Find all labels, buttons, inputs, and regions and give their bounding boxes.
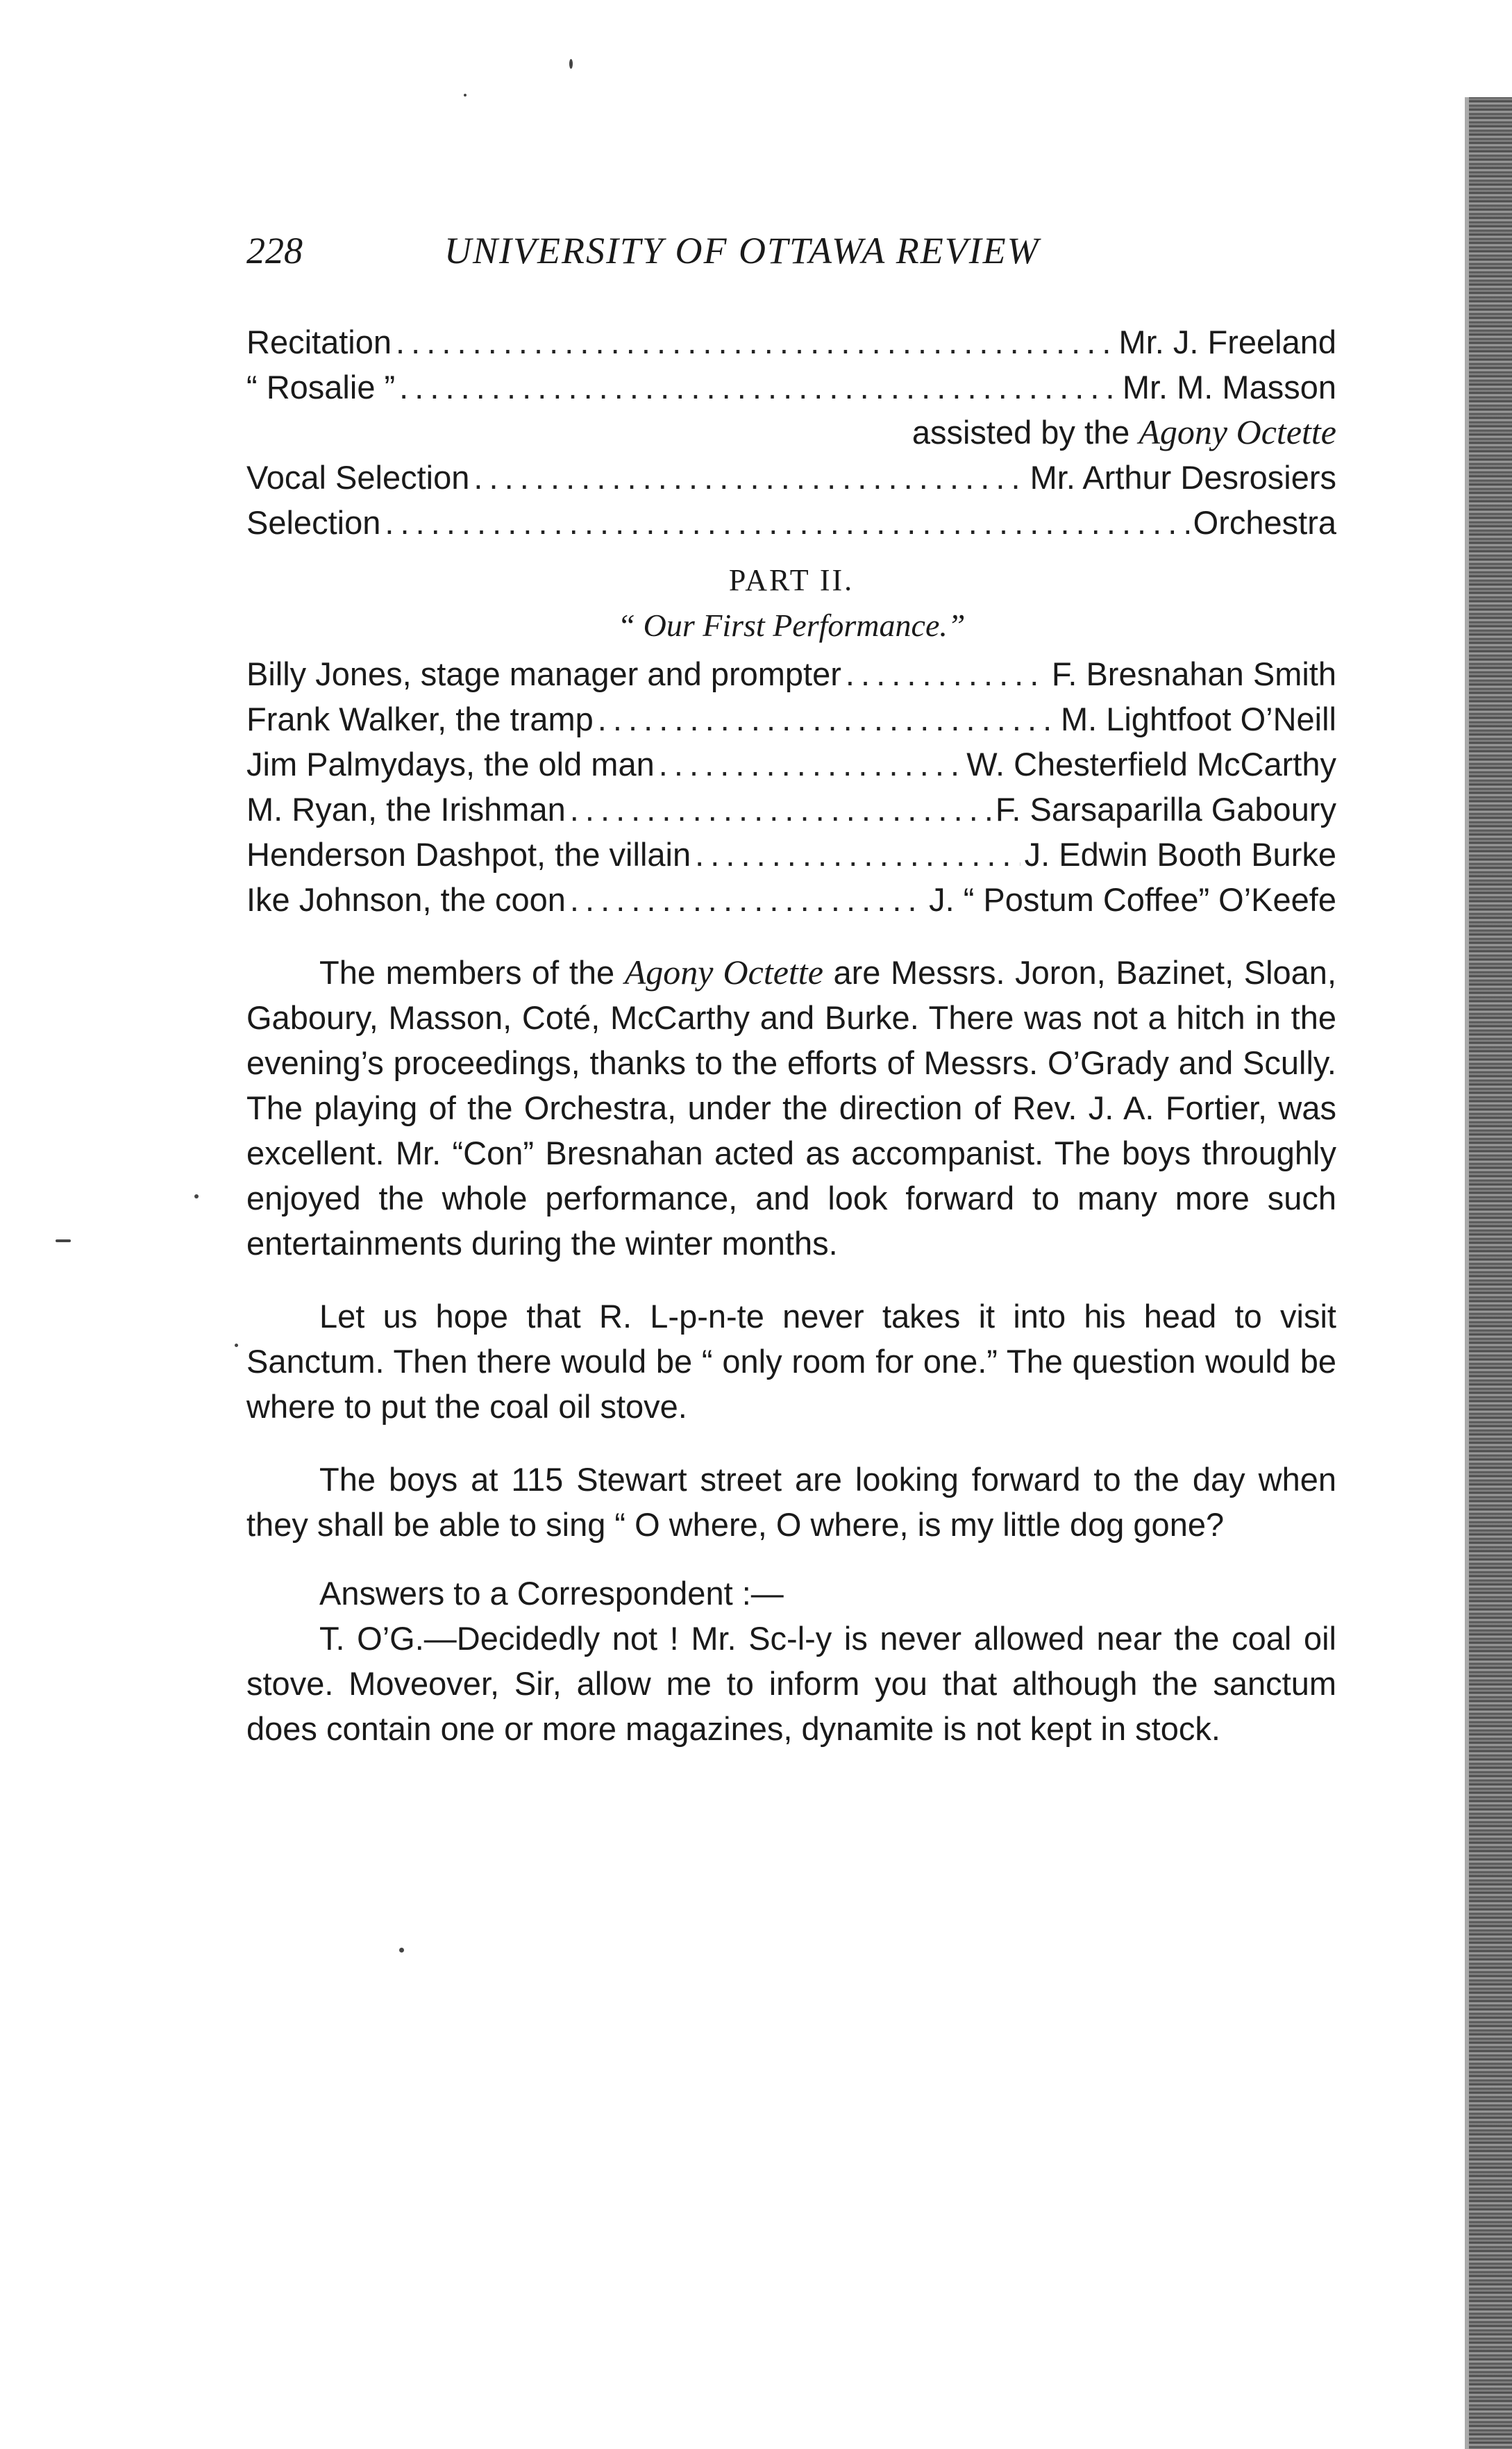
- paragraph-text: The members of the: [319, 954, 625, 991]
- dot-leader: [570, 877, 925, 922]
- spacer: [246, 1266, 1336, 1294]
- scan-speck: [464, 94, 467, 97]
- assisted-group: Agony Octette: [1139, 412, 1336, 451]
- paragraph-italic: Agony Octette: [624, 953, 823, 992]
- dot-leader: [695, 832, 1020, 877]
- cast-role: Frank Walker, the tramp: [246, 701, 594, 737]
- paragraph-octette: [246, 950, 1336, 1266]
- spacer: [246, 1547, 1336, 1571]
- book-spine-edge: [1469, 97, 1512, 2449]
- cast-actor: F. Sarsaparilla Gaboury: [995, 791, 1336, 828]
- cast-actor: W. Chesterfield McCarthy: [966, 746, 1336, 783]
- dot-leader: [659, 742, 962, 787]
- cast-role: Henderson Dashpot, the villain: [246, 836, 691, 873]
- cast-actor: F. Bresnahan Smith: [1051, 655, 1336, 692]
- program-item: Recitation: [246, 324, 392, 360]
- cast-role: Jim Palmydays, the old man: [246, 746, 655, 783]
- paragraph-stewart-street: The boys at 115 Stewart street are looking forward to the day when they shall be able to sing “ O where, O where, is my little dog gone?: [246, 1461, 1336, 1543]
- cast-role: Billy Jones, stage manager and prompter: [246, 655, 841, 692]
- cast-entry: [246, 787, 1336, 832]
- page-number: 228: [246, 230, 303, 271]
- dot-leader: [396, 319, 1115, 365]
- scan-speck: [399, 1948, 404, 1953]
- assisted-prefix: assisted by the: [912, 414, 1139, 451]
- paragraph-sanctum: Let us hope that R. L-p-n-te never takes it into his head to visit Sanctum. Then there would be “ only room for one.” The question would be where to put the coal oil stove.: [246, 1298, 1336, 1425]
- answers-heading: Answers to a Correspondent :—: [319, 1575, 784, 1612]
- program-item: “ Rosalie ”: [246, 369, 396, 406]
- dot-leader: [399, 365, 1118, 410]
- program-performer: Mr. M. Masson: [1122, 369, 1336, 406]
- program-performer: Mr. Arthur Desrosiers: [1030, 459, 1336, 496]
- cast-entry: [246, 832, 1336, 877]
- cast-entry: [246, 742, 1336, 787]
- program-performer: Mr. J. Freeland: [1118, 324, 1336, 360]
- program-entry: [246, 500, 1336, 545]
- program-entry: [246, 455, 1336, 500]
- program-item: Vocal Selection: [246, 459, 470, 496]
- answer-paragraph: T. O’G.—Decidedly not ! Mr. Sc-l-y is never allowed near the coal oil stove. Moveover, Sir, allow me to inform you that although the sanctum does contain one or more magazines, dynamite is not kept in stock.: [246, 1620, 1336, 1747]
- scan-speck: [56, 1239, 71, 1242]
- program-entry: [246, 319, 1336, 365]
- dot-leader: [473, 455, 1025, 500]
- cast-entry: [246, 877, 1336, 922]
- cast-entry: [246, 696, 1336, 742]
- scan-speck: [194, 1194, 199, 1198]
- part-heading: PART II.: [728, 563, 855, 597]
- assisted-by-line: [246, 410, 1336, 455]
- cast-list: [246, 651, 1336, 922]
- dot-leader: [598, 696, 1057, 742]
- program-performer: Orchestra: [1193, 504, 1336, 541]
- cast-actor: M. Lightfoot O’Neill: [1060, 701, 1336, 737]
- cast-role: M. Ryan, the Irishman: [246, 791, 566, 828]
- play-title: “ Our First Performance.”: [617, 608, 966, 643]
- paragraph-text: are Messrs. Joron, Bazinet, Sloan, Gaboury, Masson, Coté, McCarthy and Burke. There was not a hitch in the evening’s proceedings, thanks to the efforts of Messrs. O’Grady and Scully. The playing of the Orchestra, under the direction of Rev. J. A. Fortier, was excellent. Mr. “Con” Bresnahan acted as accompanist. The boys throughly enjoyed the whole performance, and look forward to many more such entertainments during the winter months.: [246, 954, 1336, 1262]
- program-list-part1: [246, 319, 1336, 545]
- cast-actor: J. Edwin Booth Burke: [1024, 836, 1336, 873]
- program-entry: [246, 365, 1336, 410]
- spacer: [246, 1429, 1336, 1457]
- cast-role: Ike Johnson, the coon: [246, 881, 566, 918]
- dot-leader: [846, 651, 1048, 696]
- cast-entry: [246, 651, 1336, 696]
- running-header: [246, 229, 1336, 285]
- dot-leader: [570, 787, 991, 832]
- program-item: Selection: [246, 504, 381, 541]
- scan-speck: [569, 59, 573, 69]
- page-body: [246, 319, 1336, 1751]
- dot-leader: [385, 500, 1188, 545]
- scan-speck: [235, 1344, 238, 1347]
- journal-title: UNIVERSITY OF OTTAWA REVIEW: [444, 230, 1040, 271]
- cast-actor: J. “ Postum Coffee” O’Keefe: [929, 881, 1336, 918]
- spacer: [246, 922, 1336, 950]
